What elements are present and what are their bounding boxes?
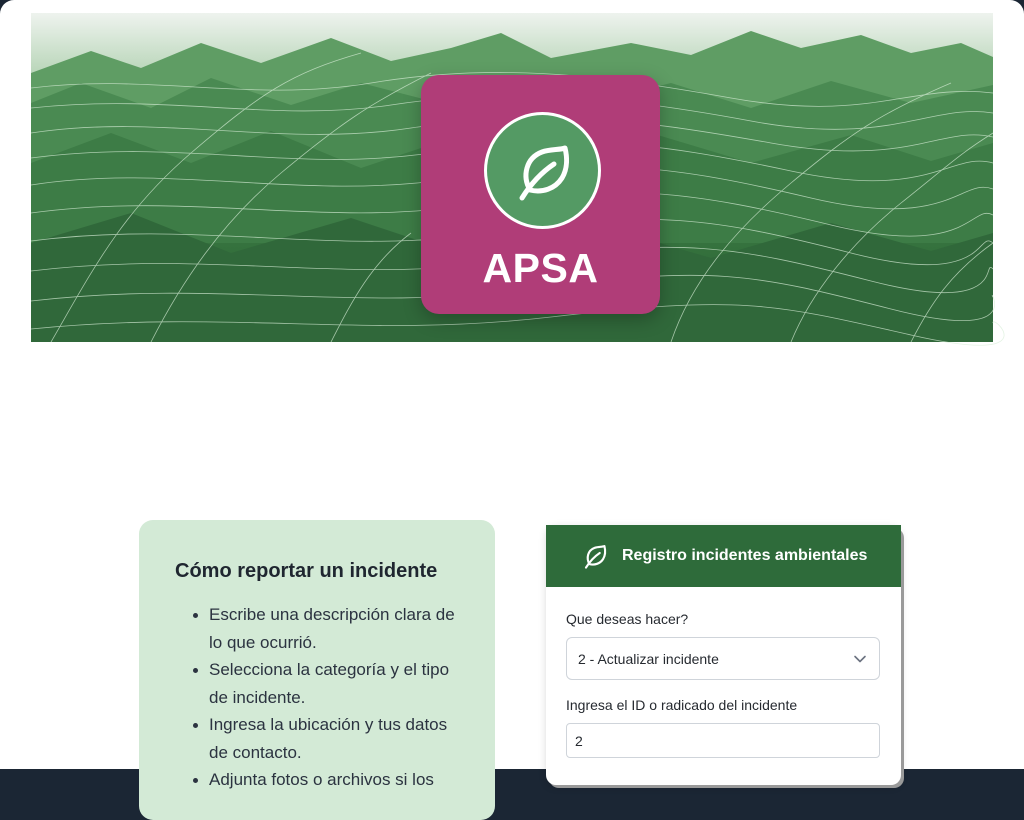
instructions-card	[139, 520, 495, 820]
action-label: Que deseas hacer?	[566, 611, 689, 627]
action-select-value: 2 - Actualizar incidente	[578, 650, 719, 667]
hero-banner	[31, 13, 993, 342]
form-title: Registro incidentes ambientales	[622, 547, 868, 564]
chevron-down-icon	[853, 652, 867, 666]
action-select[interactable]	[566, 637, 880, 680]
incident-id-label: Ingresa el ID o radicado del incidente	[566, 697, 798, 713]
leaf-icon	[508, 136, 578, 206]
form-body	[546, 587, 901, 758]
leaf-icon	[580, 541, 610, 571]
list-item: Ingresa la ubicación y tus datos de contacto.	[209, 711, 459, 766]
logo-badge	[484, 112, 601, 229]
brand-name: APSA	[482, 245, 599, 291]
list-item: Adjunta fotos o archivos si los	[209, 766, 459, 794]
instructions-title: Cómo reportar un incidente	[175, 560, 438, 582]
instructions-list	[175, 601, 459, 794]
form-header	[546, 525, 901, 587]
incident-id-input[interactable]	[566, 723, 880, 758]
apsa-logo-card	[421, 75, 660, 314]
list-item: Escribe una descripción clara de lo que ocurrió.	[209, 601, 459, 656]
incident-form-card	[546, 525, 901, 785]
list-item: Selecciona la categoría y el tipo de incidente.	[209, 656, 459, 711]
